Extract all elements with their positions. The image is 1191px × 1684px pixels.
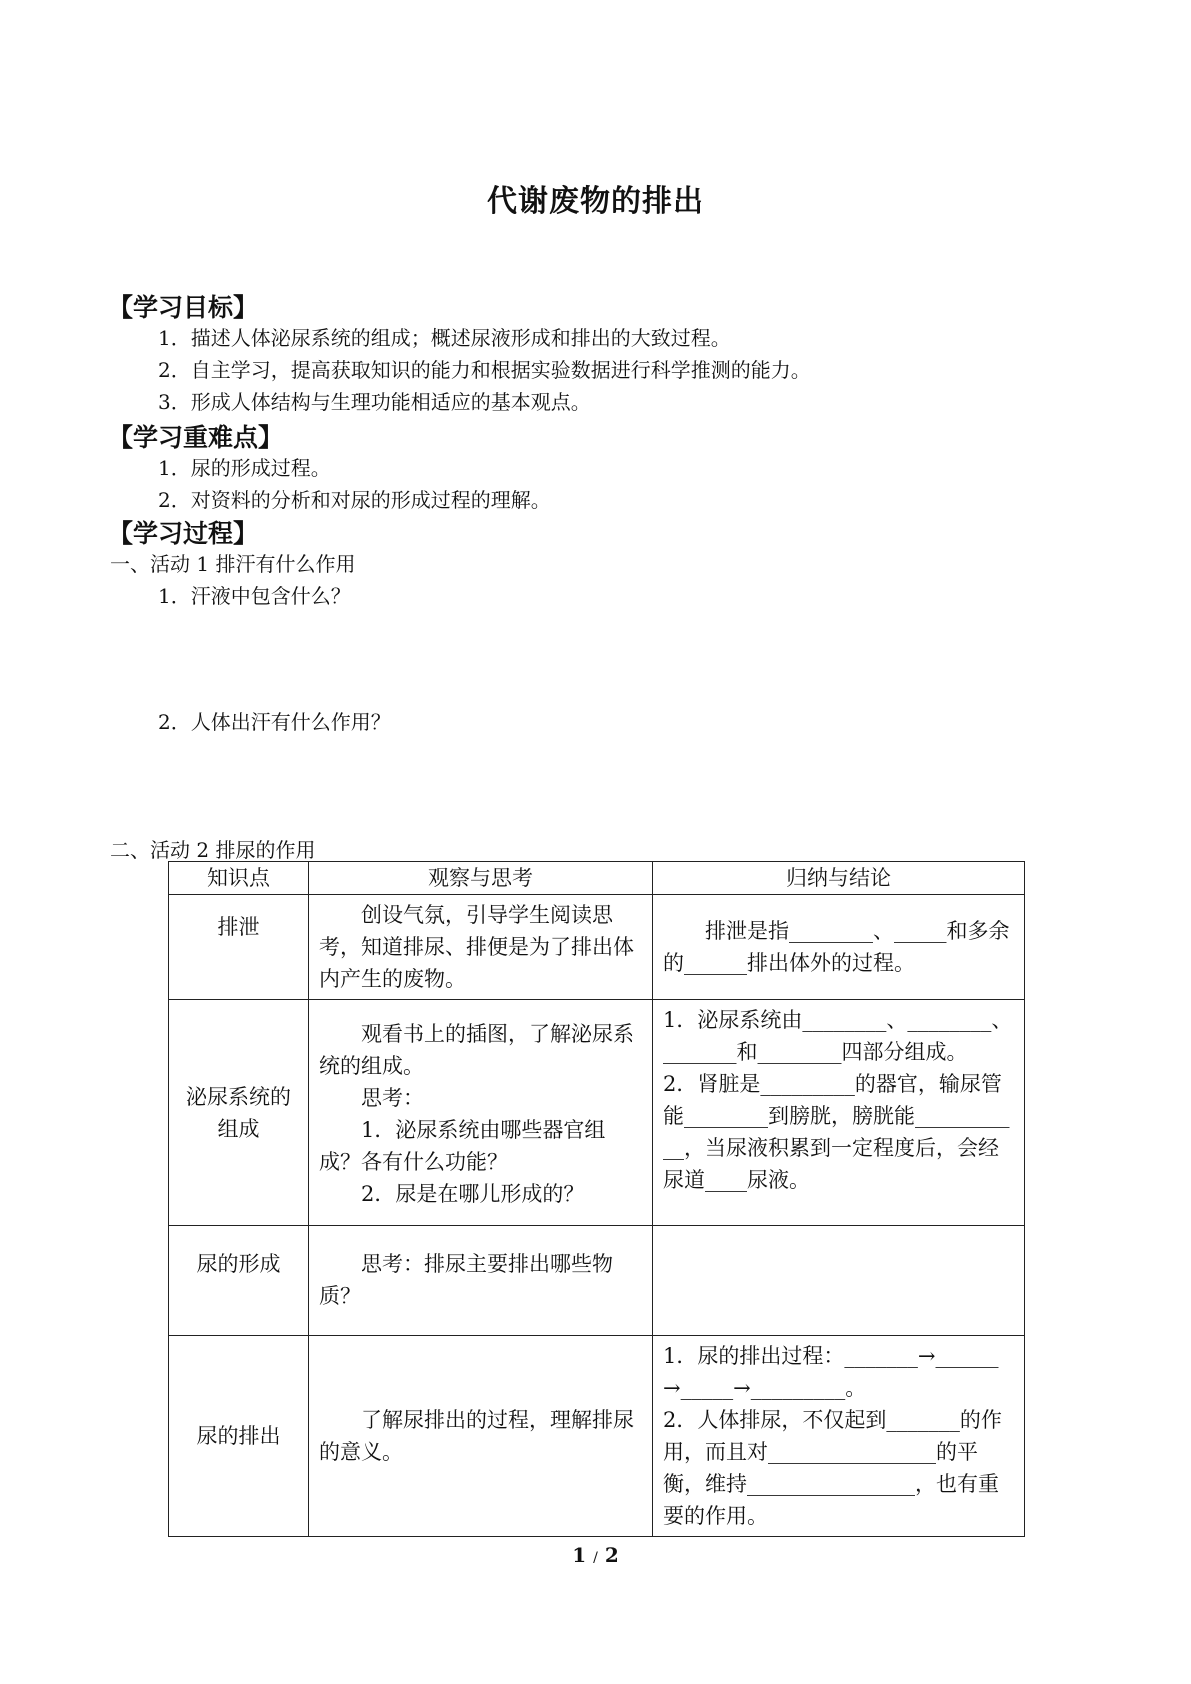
process-heading: 【学习过程】 <box>108 519 259 548</box>
observe-text: 2．尿是在哪儿形成的？ <box>361 1182 585 1206</box>
observe-cell <box>309 1226 653 1336</box>
topic-cell: 尿的排出 <box>169 1336 309 1537</box>
objective-item-3: 3．形成人体结构与生理功能相适应的基本观点。 <box>158 390 591 414</box>
table-header-cell: 观察与思考 <box>309 862 653 895</box>
activity2-table <box>168 861 1025 1537</box>
topic-cell: 泌尿系统的组成 <box>169 1000 309 1226</box>
observe-text: 观看书上的插图，了解泌尿系统的组成。 <box>319 1022 634 1078</box>
activity1-question-2: 2．人体出汗有什么作用？ <box>158 710 391 734</box>
observe-cell <box>309 895 653 1000</box>
activity2-title: 二、活动 2 排尿的作用 <box>110 838 316 862</box>
conclude-text: 2．人体排尿，不仅起到_______的作用，而且对________________的平衡，维持________________，也有重要的作用。 <box>663 1408 1002 1528</box>
page-total: 2 <box>604 1543 619 1567</box>
conclude-cell <box>653 895 1025 1000</box>
conclude-text: 排泄是指________、_____和多余的______排出体外的过程。 <box>663 919 1010 975</box>
activity1-title: 一、活动 1 排汗有什么作用 <box>110 552 356 576</box>
table-header-cell: 知识点 <box>169 862 309 895</box>
conclude-cell <box>653 1000 1025 1226</box>
activity1-question-1: 1．汗液中包含什么？ <box>158 584 351 608</box>
objective-item-1: 1．描述人体泌尿系统的组成；概述尿液形成和排出的大致过程。 <box>158 326 731 350</box>
page-title: 代谢废物的排出 <box>487 184 704 219</box>
key-point-item-1: 1．尿的形成过程。 <box>158 456 331 480</box>
objectives-heading: 【学习目标】 <box>108 293 259 322</box>
conclude-text: 1．尿的排出过程：_______→______→_____→_________。 <box>663 1344 999 1400</box>
page-number <box>0 1543 1191 1567</box>
table-header-cell: 归纳与结论 <box>653 862 1025 895</box>
table-row <box>169 1000 1025 1226</box>
key-points-heading: 【学习重难点】 <box>108 423 284 452</box>
table-row <box>169 1226 1025 1336</box>
page-separator: / <box>593 1550 598 1566</box>
observe-cell <box>309 1000 653 1226</box>
key-point-item-2: 2．对资料的分析和对尿的形成过程的理解。 <box>158 488 551 512</box>
conclude-cell <box>653 1226 1025 1336</box>
conclude-text: 2．肾脏是_________的器官，输尿管能________到膀胱，膀胱能___________，当尿液积累到一定程度后，会经尿道____尿液。 <box>663 1072 1010 1192</box>
table-header-row <box>169 862 1025 895</box>
conclude-cell <box>653 1336 1025 1537</box>
objective-item-2: 2．自主学习，提高获取知识的能力和根据实验数据进行科学推测的能力。 <box>158 358 811 382</box>
topic-cell: 排泄 <box>169 895 309 1000</box>
topic-cell: 尿的形成 <box>169 1226 309 1336</box>
observe-cell <box>309 1336 653 1537</box>
observe-text: 创设气氛，引导学生阅读思考，知道排尿、排便是为了排出体内产生的废物。 <box>319 903 634 991</box>
observe-text: 思考：排尿主要排出哪些物质？ <box>319 1252 613 1308</box>
table-row <box>169 895 1025 1000</box>
page-current: 1 <box>572 1543 587 1567</box>
observe-text: 1．泌尿系统由哪些器官组成？各有什么功能？ <box>319 1118 606 1174</box>
conclude-text: 1．泌尿系统由________、________、_______和________四部分组成。 <box>663 1008 1013 1064</box>
observe-text: 思考： <box>361 1086 424 1110</box>
table-row <box>169 1336 1025 1537</box>
observe-text: 了解尿排出的过程，理解排尿的意义。 <box>319 1408 634 1464</box>
